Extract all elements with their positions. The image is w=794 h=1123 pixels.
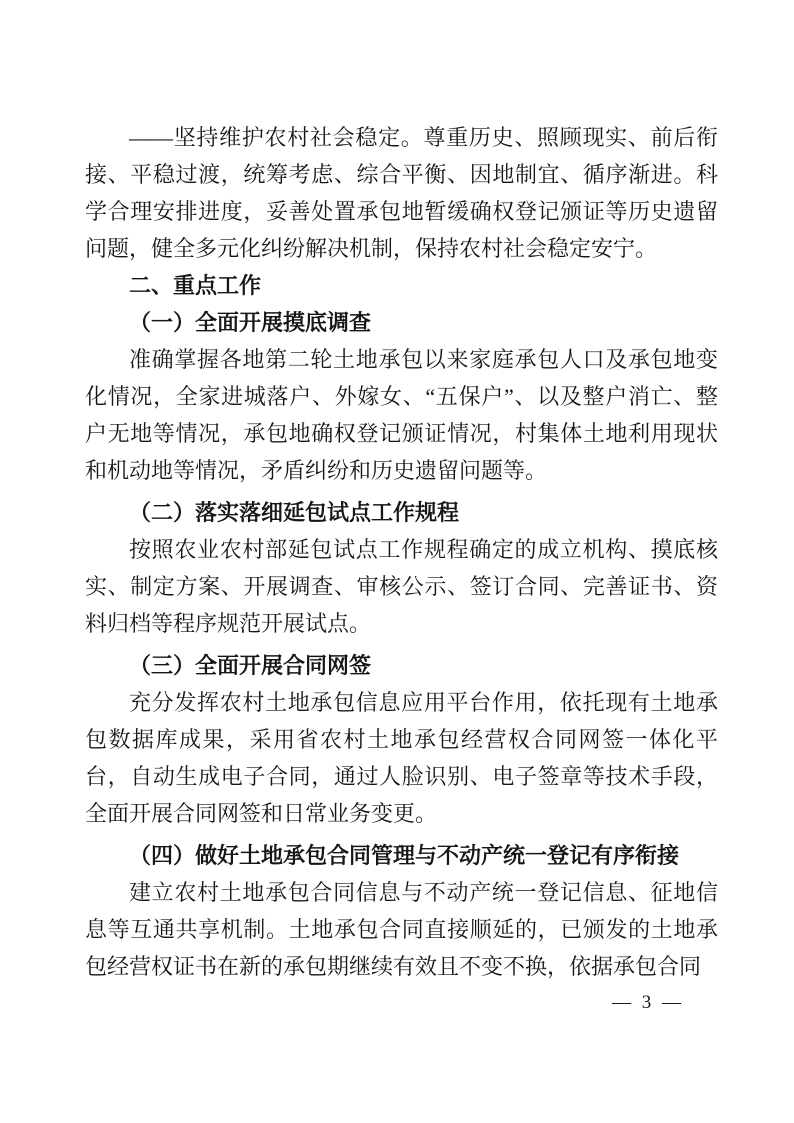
paragraph-principle-stability: ——坚持维护农村社会稳定。尊重历史、照顾现实、前后衔接、平稳过渡，统筹考虑、综合平衡、因地制宜、循序渐进。科学合理安排进度，妥善处置承包地暂缓确权登记颁证等历史遗留问题，健全多元化纠纷解决机制，保持农村社会稳定安宁。 (85, 125, 718, 261)
page-number: — 3 — (612, 992, 684, 1013)
subsection-heading-registration-link: （四）做好土地承包合同管理与不动产统一登记有序衔接 (129, 843, 680, 868)
subsection-heading-survey: （一）全面开展摸底调查 (129, 310, 372, 335)
paragraph-online-contract: 充分发挥农村土地承包信息应用平台作用，依托现有土地承包数据库成果，采用省农村土地承包经营权合同网签一体化平台，自动生成电子合同，通过人脸识别、电子签章等技术手段，全面开展合同网签和日常业务变更。 (85, 690, 718, 826)
section-heading-key-tasks: 二、重点工作 (129, 273, 262, 298)
paragraph-survey: 准确掌握各地第二轮土地承包以来家庭承包人口及承包地变化情况，全家进城落户、外嫁女、“五保户”、以及整户消亡、整户无地等情况，承包地确权登记颁证情况，村集体土地利用现状和机动地等情况，矛盾纠纷和历史遗留问题等。 (85, 347, 718, 483)
paragraph-pilot-rules: 按照农业农村部延包试点工作规程确定的成立机构、摸底核实、制定方案、开展调查、审核公示、签订合同、完善证书、资料归档等程序规范开展试点。 (85, 537, 718, 636)
subsection-heading-pilot-rules: （二）落实落细延包试点工作规程 (129, 500, 460, 525)
subsection-heading-online-contract: （三）全面开展合同网签 (129, 653, 372, 678)
paragraph-registration-link: 建立农村土地承包合同信息与不动产统一登记信息、征地信息等互通共享机制。土地承包合同直接顺延的，已颁发的土地承包经营权证书在新的承包期继续有效且不变不换，依据承包合同 (85, 880, 718, 979)
